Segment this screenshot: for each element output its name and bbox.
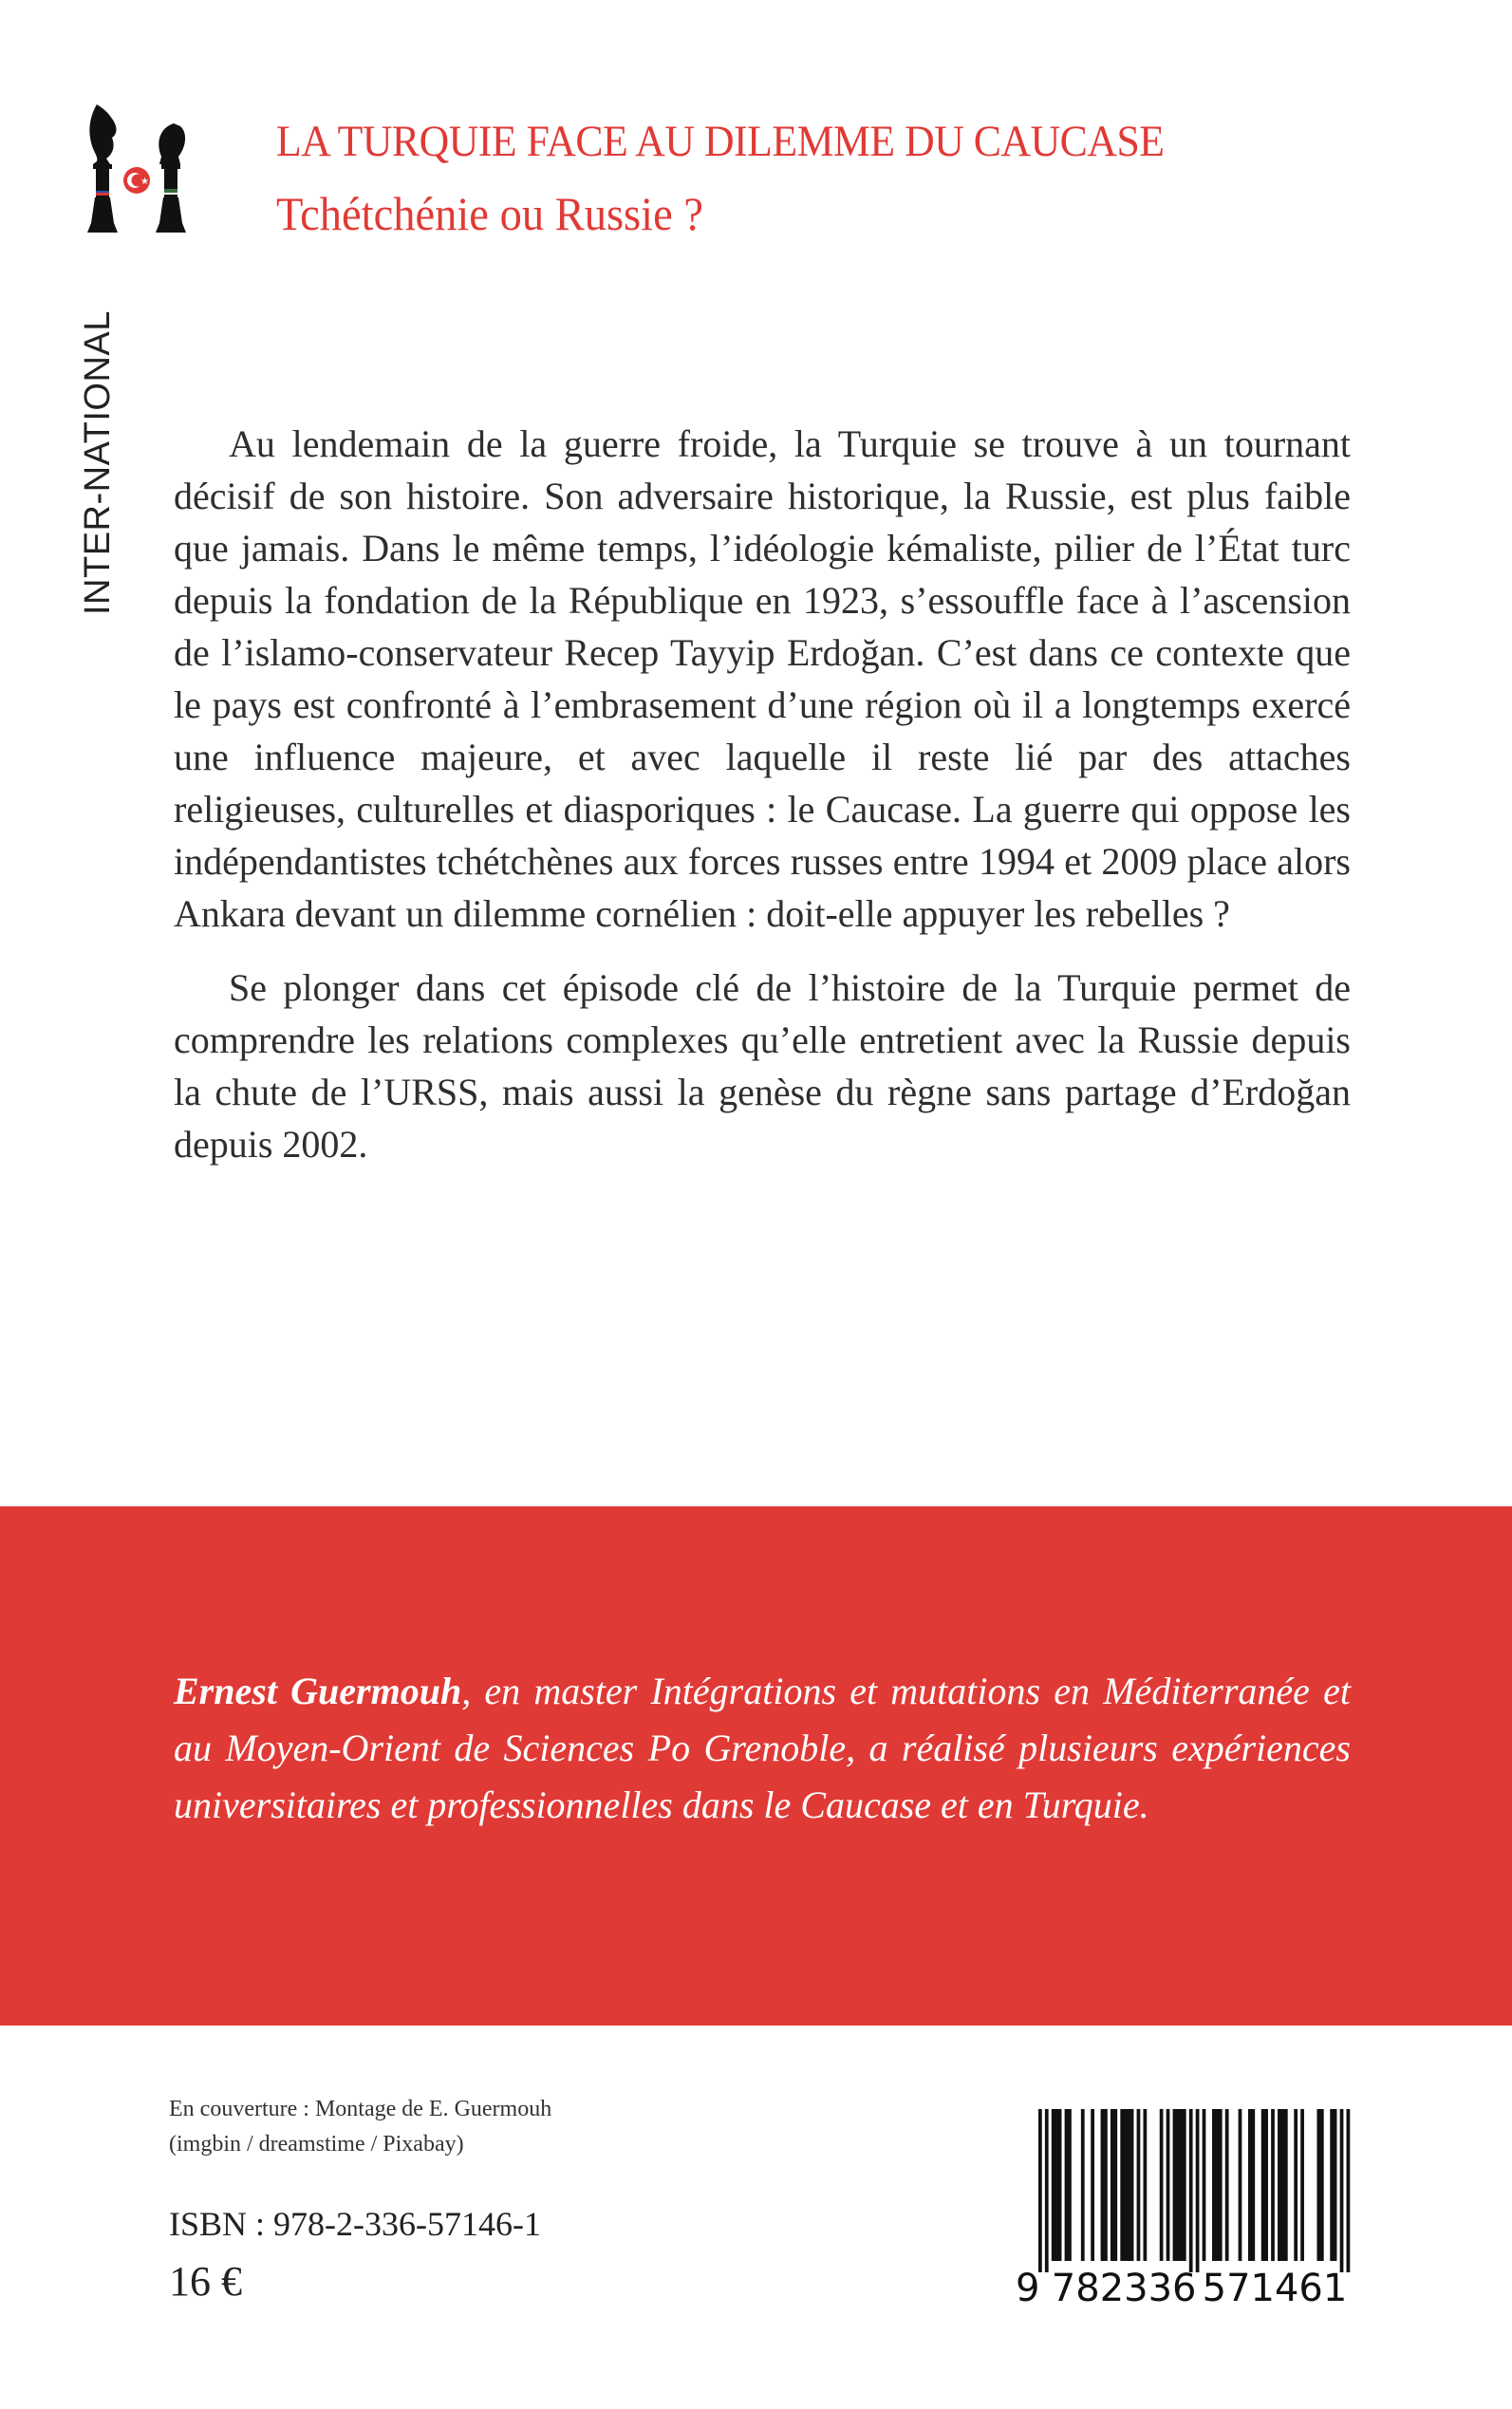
barcode-bar <box>1120 2109 1124 2261</box>
barcode-bar <box>1196 2109 1200 2272</box>
barcode-bar <box>1212 2109 1216 2261</box>
barcode-bar <box>1225 2109 1229 2261</box>
barcode-bar <box>1261 2109 1265 2261</box>
summary-text <box>174 418 1351 1192</box>
credit-line: (imgbin / dreamstime / Pixabay) <box>169 2132 464 2157</box>
barcode-bar <box>1065 2109 1069 2261</box>
barcode-bar <box>1278 2109 1281 2261</box>
barcode-bar <box>1160 2109 1164 2261</box>
collection-label: INTER-NATIONAL <box>78 310 118 615</box>
barcode-bar <box>1143 2109 1147 2261</box>
summary-paragraph: Se plonger dans cet épisode clé de l’histoire de la Turquie permet de comprendre les relations complexes qu’elle entretient avec la Russie depuis la chute de l’URSS, mais aussi la genèse du règne sans partage d’Erdoğan depuis 2002. <box>174 966 1351 1166</box>
barcode-bar <box>1137 2109 1141 2261</box>
barcode-bar <box>1271 2109 1275 2261</box>
credit-line: En couverture : Montage de E. Guermouh <box>169 2097 552 2121</box>
barcode-bar <box>1320 2109 1324 2261</box>
barcode-bar <box>1104 2109 1108 2261</box>
barcode-bar <box>1052 2109 1055 2261</box>
barcode-bar <box>1058 2109 1062 2261</box>
barcode-bar <box>1189 2109 1193 2272</box>
barcode-bar <box>1176 2109 1180 2261</box>
svg-text:★: ★ <box>140 177 149 187</box>
barcode-bar <box>1038 2109 1042 2272</box>
barcode-digits: 571461 <box>1202 2267 1348 2308</box>
barcode-digits: 9 <box>1016 2267 1040 2308</box>
barcode <box>1016 2109 1353 2308</box>
barcode-bar <box>1127 2109 1130 2261</box>
barcode-bar <box>1340 2109 1344 2272</box>
author-bio <box>174 1663 1351 1834</box>
barcode-bar <box>1334 2109 1337 2261</box>
barcode-digits: 782336 <box>1051 2267 1197 2308</box>
barcode-bar <box>1101 2109 1105 2261</box>
barcode-bar <box>1330 2109 1334 2261</box>
book-title: LA TURQUIE FACE AU DILEMME DU CAUCASE <box>276 117 1165 166</box>
chess-logo-icon <box>84 100 216 240</box>
barcode-bar <box>1264 2109 1268 2261</box>
barcode-bar <box>1130 2109 1134 2261</box>
barcode-bar <box>1113 2109 1117 2261</box>
barcode-bar <box>1251 2109 1255 2261</box>
barcode-bar <box>1239 2109 1242 2261</box>
barcode-bar <box>1300 2109 1304 2261</box>
barcode-bar <box>1219 2109 1223 2261</box>
barcode-bar <box>1055 2109 1058 2261</box>
summary-paragraph: Au lendemain de la guerre froide, la Turquie se trouve à un tournant décisif de son histoire. Son adversaire historique, la Russie, est plus faible que jamais. Dans le même temps, l’idéologie kémaliste, pilier de l’État turc depuis la fondation de la République en 1923, s’essouffle face à l’ascension de l’islamo-conservateur Recep Tayyip Erdoğan. C’est dans ce contexte que le pays est confronté à l’embrasement d’une région où il a longtemps exercé une influence majeure, et avec laquelle il reste lié par des attaches religieuses, culturelles et diasporiques : le Caucase. La guerre qui oppose les indépendantistes tchétchènes aux forces russes entre 1994 et 2009 place alors Ankara devant un dilemme cornélien : doit-elle appuyer les rebelles ? <box>174 422 1351 935</box>
barcode-bar <box>1173 2109 1177 2261</box>
barcode-bar <box>1248 2109 1252 2261</box>
barcode-bar <box>1179 2109 1183 2261</box>
price: 16 € <box>169 2258 242 2305</box>
barcode-bar <box>1111 2109 1114 2261</box>
book-subtitle: Tchétchénie ou Russie ? <box>276 187 703 240</box>
barcode-bar <box>1203 2109 1206 2261</box>
barcode-bar <box>1183 2109 1186 2261</box>
cover-credit <box>169 2092 551 2162</box>
isbn: ISBN : 978-2-336-57146-1 <box>169 2205 541 2243</box>
author-bio-text: , en master Intégrations et mutations en Méditerranée et au Moyen-Orient de Sciences Po Grenoble, a réalisé plusieurs expériences universitaires et professionnelles dans le Caucase et en Turquie. <box>174 1670 1352 1826</box>
author-name: Ernest Guermouh <box>174 1670 462 1712</box>
barcode-bar <box>1215 2109 1219 2261</box>
barcode-bar <box>1347 2109 1351 2272</box>
barcode-bar <box>1316 2109 1320 2261</box>
barcode-bar <box>1124 2109 1128 2261</box>
barcode-bar <box>1081 2109 1085 2261</box>
barcode-bar <box>1284 2109 1288 2261</box>
barcode-bar <box>1294 2109 1297 2261</box>
barcode-bar <box>1068 2109 1072 2261</box>
barcode-bar <box>1091 2109 1094 2261</box>
barcode-bar <box>1045 2109 1049 2272</box>
barcode-bar <box>1280 2109 1284 2261</box>
barcode-bar <box>1167 2109 1170 2261</box>
